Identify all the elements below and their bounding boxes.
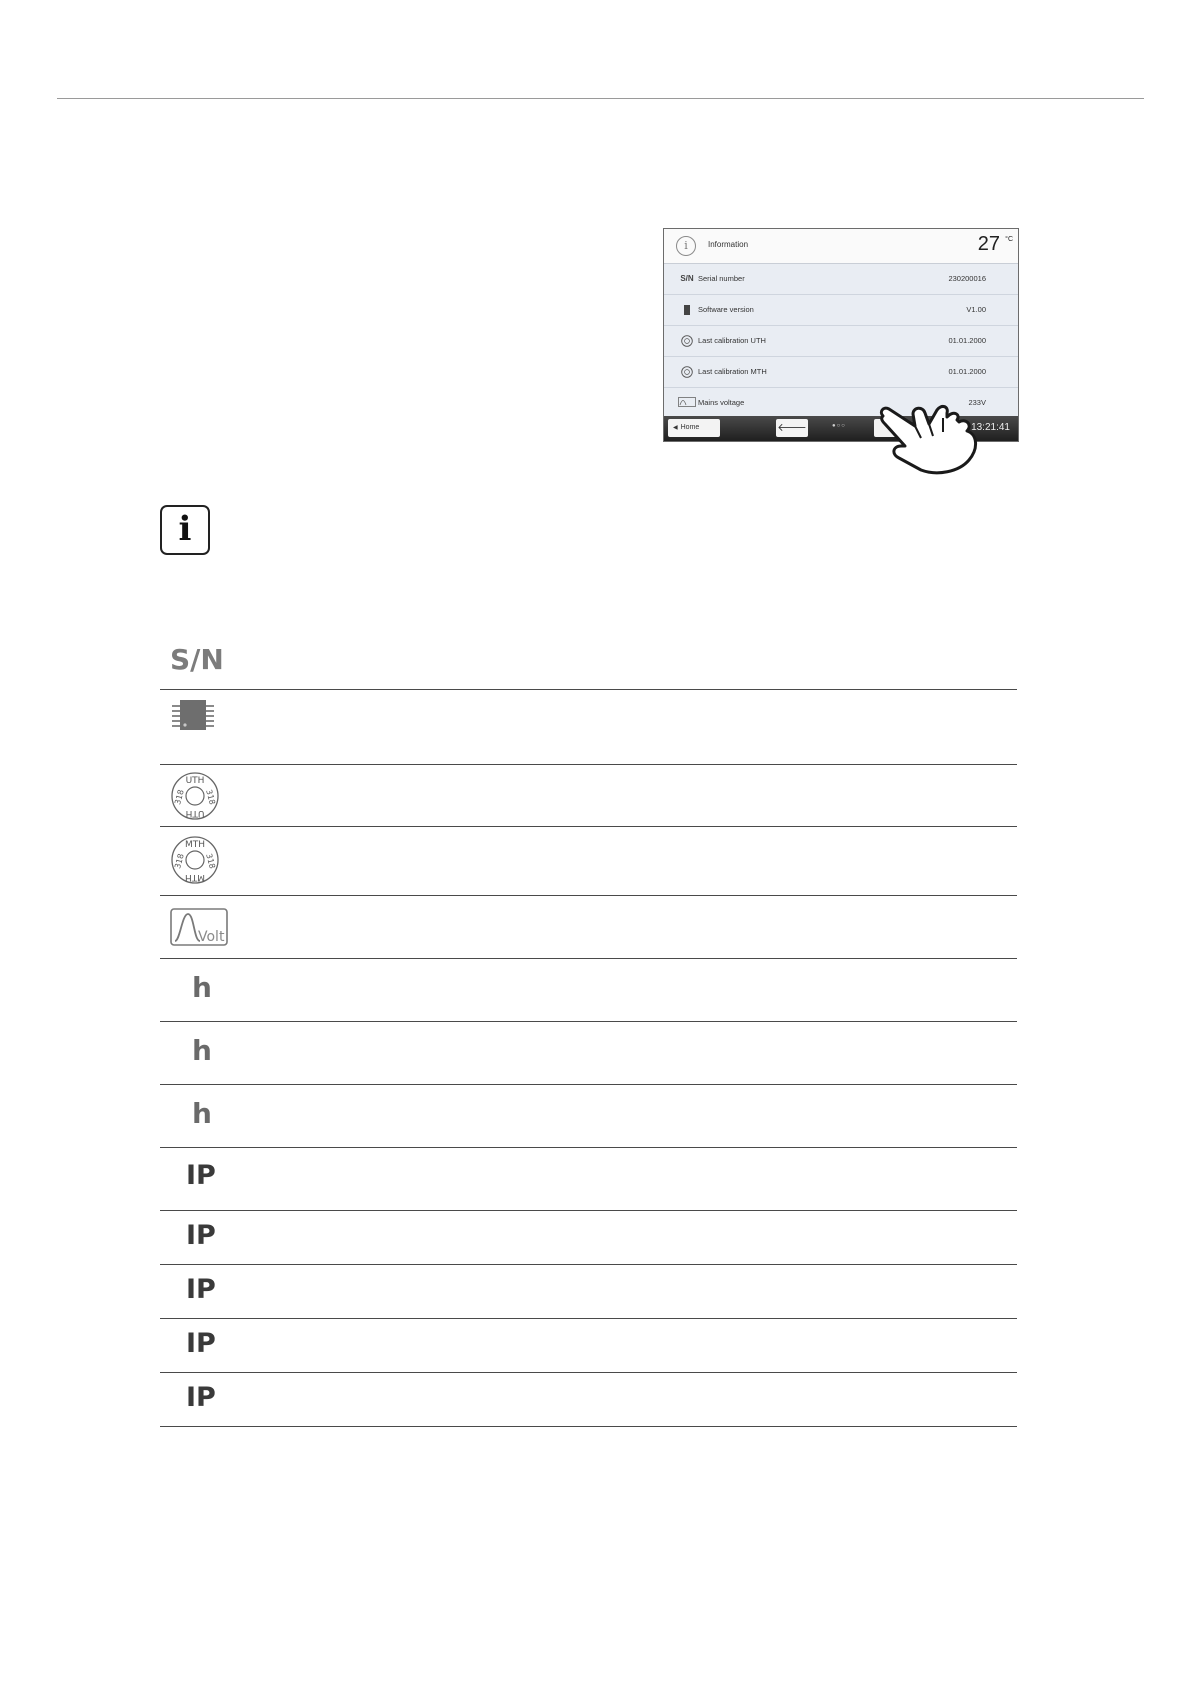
mth-label-bottom: MTH: [184, 872, 206, 882]
ip-icon: IP: [186, 1160, 216, 1191]
device-header: [664, 229, 1018, 264]
info-row-label: Software version: [698, 305, 754, 314]
ip-icon: IP: [186, 1328, 216, 1359]
page-indicator: ●○○: [832, 423, 846, 429]
info-row-label: Last calibration MTH: [698, 367, 767, 376]
uth-label-left: 318: [173, 788, 186, 806]
table-row: [160, 1211, 1017, 1265]
chip-icon: [674, 304, 700, 316]
calibration-uth-icon: [674, 335, 700, 347]
info-row-calibration-mth: [664, 357, 1018, 388]
ip-icon: IP: [186, 1220, 216, 1251]
ip-icon: IP: [186, 1382, 216, 1413]
table-row: [160, 1085, 1017, 1148]
serial-number-icon: S/N: [170, 643, 224, 676]
table-row: [160, 1373, 1017, 1427]
table-row: [160, 1148, 1017, 1211]
device-title: Information: [708, 240, 749, 249]
table-row: [160, 1022, 1017, 1085]
hours-icon: h: [192, 1097, 212, 1130]
table-row: [160, 1265, 1017, 1319]
info-row-value: 230200016: [948, 274, 986, 283]
mth-label-left: 318: [173, 852, 186, 870]
info-row-label: Mains voltage: [698, 398, 745, 407]
temperature-readout: 27: [977, 233, 1000, 255]
info-row-value: 233V: [968, 398, 986, 407]
info-row-value: 01.01.2000: [948, 367, 986, 376]
ip-icon: IP: [186, 1274, 216, 1305]
header-rule: [57, 98, 1144, 99]
info-note-icon: i: [160, 505, 210, 555]
back-triangle-icon: ◀: [673, 425, 678, 431]
pointing-hand-icon: [877, 400, 989, 480]
table-row: [160, 959, 1017, 1022]
back-button[interactable]: [776, 419, 808, 437]
info-row-serial: [664, 264, 1018, 295]
back-arrow-icon: 🡐: [777, 422, 807, 434]
calibration-mth-icon: [674, 366, 700, 378]
info-row-value: V1.00: [966, 305, 986, 314]
hours-icon: h: [192, 1034, 212, 1067]
calibration-mth-icon: [170, 835, 220, 885]
table-row: [160, 690, 1017, 765]
temperature-unit: °C: [1005, 236, 1013, 243]
serial-number-icon: S/N: [680, 274, 694, 283]
uth-label-top: UTH: [185, 776, 205, 786]
table-row: [160, 765, 1017, 827]
chip-icon: [170, 698, 216, 732]
uth-label-bottom: UTH: [185, 808, 205, 818]
table-row: [160, 638, 1017, 690]
info-circle-icon[interactable]: i: [676, 236, 696, 256]
mth-label-right: 318: [204, 852, 217, 870]
hours-icon: h: [192, 971, 212, 1004]
mains-voltage-icon: [674, 397, 700, 409]
home-button[interactable]: [668, 419, 720, 437]
mth-label-top: MTH: [184, 840, 206, 850]
volt-label: Volt: [198, 929, 225, 945]
info-row-label: Serial number: [698, 274, 745, 283]
calibration-uth-icon: [170, 771, 220, 821]
home-button-label: Home: [680, 424, 700, 431]
info-row-software: [664, 295, 1018, 326]
info-row-label: Last calibration UTH: [698, 336, 766, 345]
info-row-calibration-uth: [664, 326, 1018, 357]
info-row-value: 01.01.2000: [948, 336, 986, 345]
table-row: [160, 827, 1017, 896]
table-row: [160, 1319, 1017, 1373]
mains-voltage-icon: [170, 908, 228, 946]
clock: 13:21:41: [971, 422, 1010, 433]
table-row: [160, 896, 1017, 959]
uth-label-right: 318: [204, 788, 217, 806]
